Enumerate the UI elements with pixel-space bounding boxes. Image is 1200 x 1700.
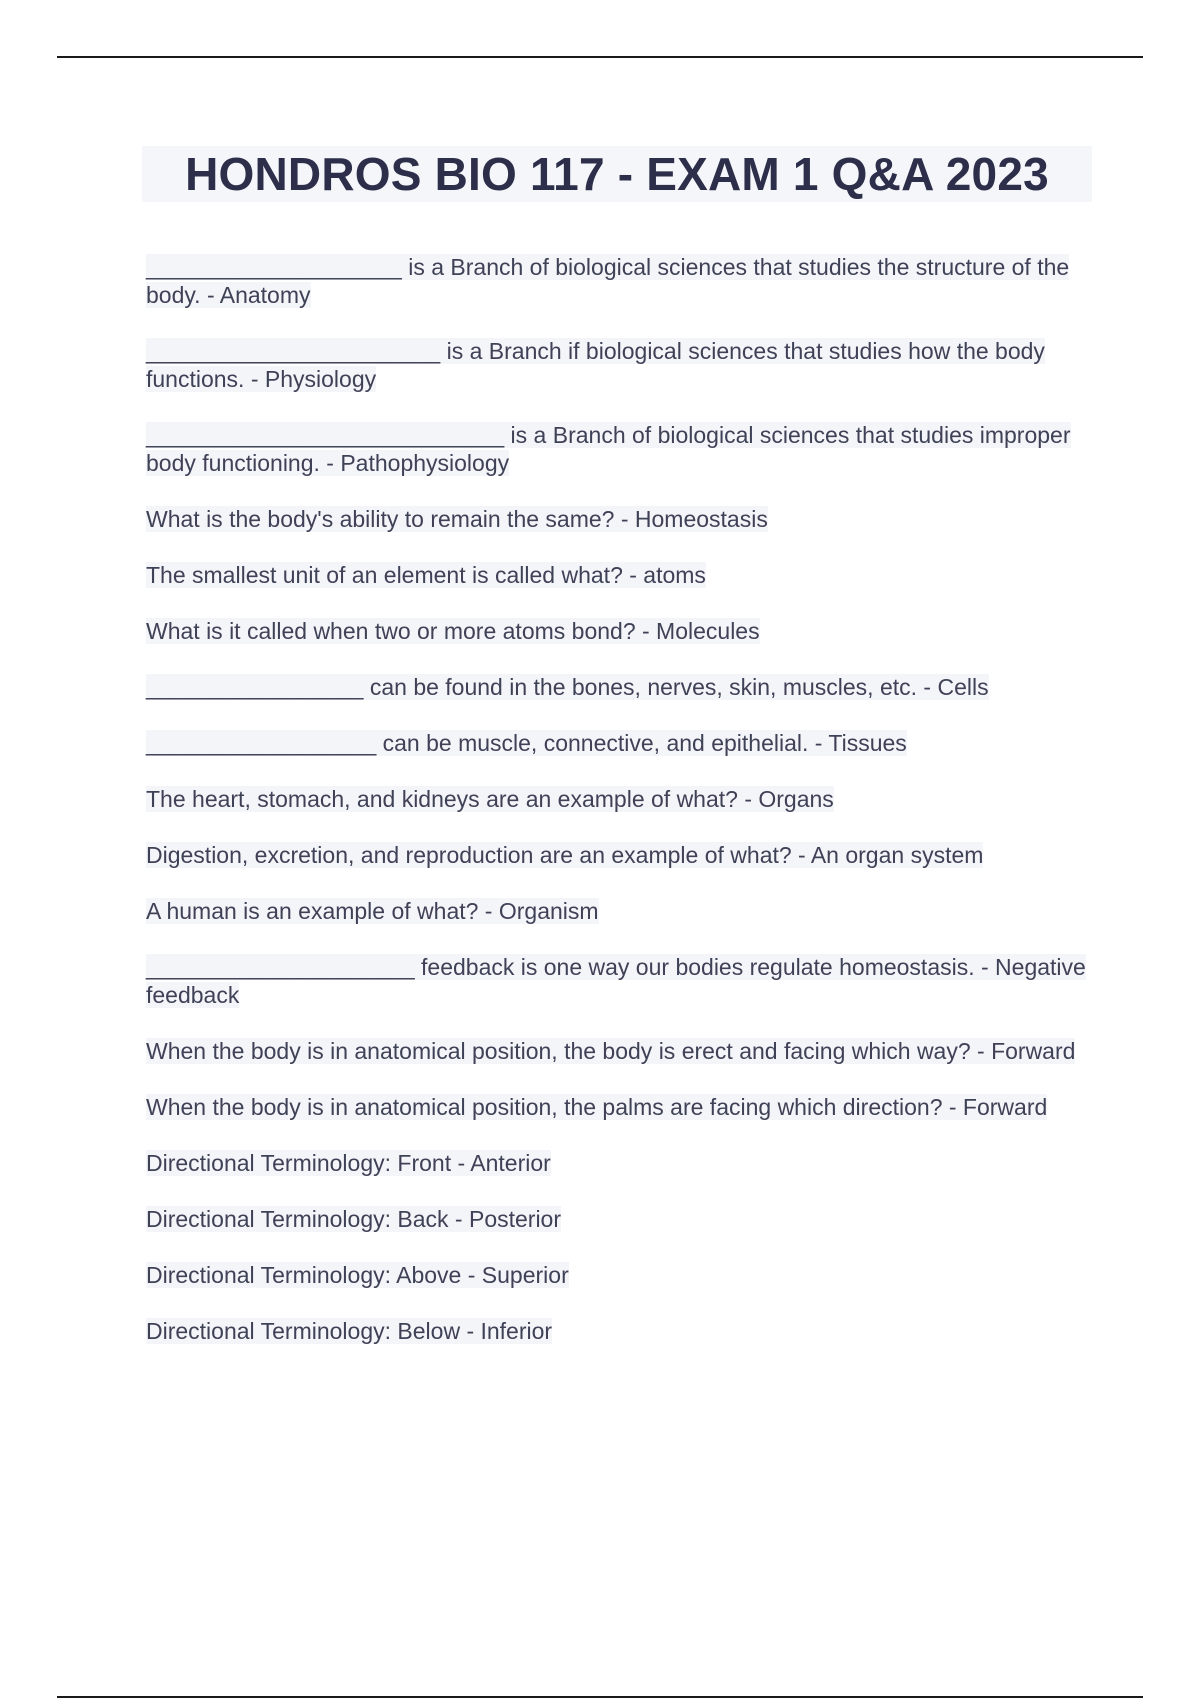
qa-item bbox=[146, 729, 1086, 757]
qa-item bbox=[146, 673, 1086, 701]
qa-text: A human is an example of what? - Organism bbox=[146, 898, 599, 924]
qa-text: Directional Terminology: Above - Superior bbox=[146, 1262, 569, 1288]
qa-item bbox=[146, 617, 1086, 645]
qa-text: Directional Terminology: Back - Posterior bbox=[146, 1206, 562, 1232]
qa-item bbox=[146, 1093, 1086, 1121]
title-band bbox=[142, 146, 1092, 202]
top-divider bbox=[57, 56, 1143, 58]
qa-text: _____________________ feedback is one way our bodies regulate homeostasis. - Negative feedback bbox=[146, 954, 1086, 1008]
qa-text: ____________________ is a Branch of biological sciences that studies the structure of the body. - Anatomy bbox=[146, 254, 1070, 308]
qa-text: The smallest unit of an element is called what? - atoms bbox=[146, 562, 706, 588]
qa-text: Directional Terminology: Front - Anterior bbox=[146, 1150, 551, 1176]
qa-text: When the body is in anatomical position, the palms are facing which direction? - Forward bbox=[146, 1094, 1048, 1120]
qa-item bbox=[146, 421, 1086, 477]
qa-item bbox=[146, 1261, 1086, 1289]
qa-item bbox=[146, 1205, 1086, 1233]
qa-item bbox=[146, 1317, 1086, 1345]
qa-text: When the body is in anatomical position, the body is erect and facing which way? - Forward bbox=[146, 1038, 1076, 1064]
qa-text: _________________ can be found in the bones, nerves, skin, muscles, etc. - Cells bbox=[146, 674, 989, 700]
qa-item bbox=[146, 337, 1086, 393]
qa-item bbox=[146, 1149, 1086, 1177]
qa-text: _______________________ is a Branch if biological sciences that studies how the body functions. - Physiology bbox=[146, 338, 1045, 392]
qa-text: __________________ can be muscle, connective, and epithelial. - Tissues bbox=[146, 730, 907, 756]
qa-text: Digestion, excretion, and reproduction are an example of what? - An organ system bbox=[146, 842, 984, 868]
qa-item bbox=[146, 253, 1086, 309]
qa-list bbox=[146, 253, 1086, 1373]
qa-text: What is the body's ability to remain the same? - Homeostasis bbox=[146, 506, 768, 532]
qa-item bbox=[146, 785, 1086, 813]
page-title: HONDROS BIO 117 - EXAM 1 Q&A 2023 bbox=[185, 148, 1049, 200]
qa-text: What is it called when two or more atoms bond? - Molecules bbox=[146, 618, 760, 644]
qa-item bbox=[146, 841, 1086, 869]
qa-text: The heart, stomach, and kidneys are an example of what? - Organs bbox=[146, 786, 834, 812]
qa-item bbox=[146, 953, 1086, 1009]
qa-text: Directional Terminology: Below - Inferior bbox=[146, 1318, 553, 1344]
bottom-divider bbox=[57, 1696, 1143, 1698]
qa-item bbox=[146, 561, 1086, 589]
qa-item bbox=[146, 897, 1086, 925]
qa-item bbox=[146, 1037, 1086, 1065]
qa-item bbox=[146, 505, 1086, 533]
qa-text: ____________________________ is a Branch of biological sciences that studies improper body functioning. - Pathophysiology bbox=[146, 422, 1071, 476]
